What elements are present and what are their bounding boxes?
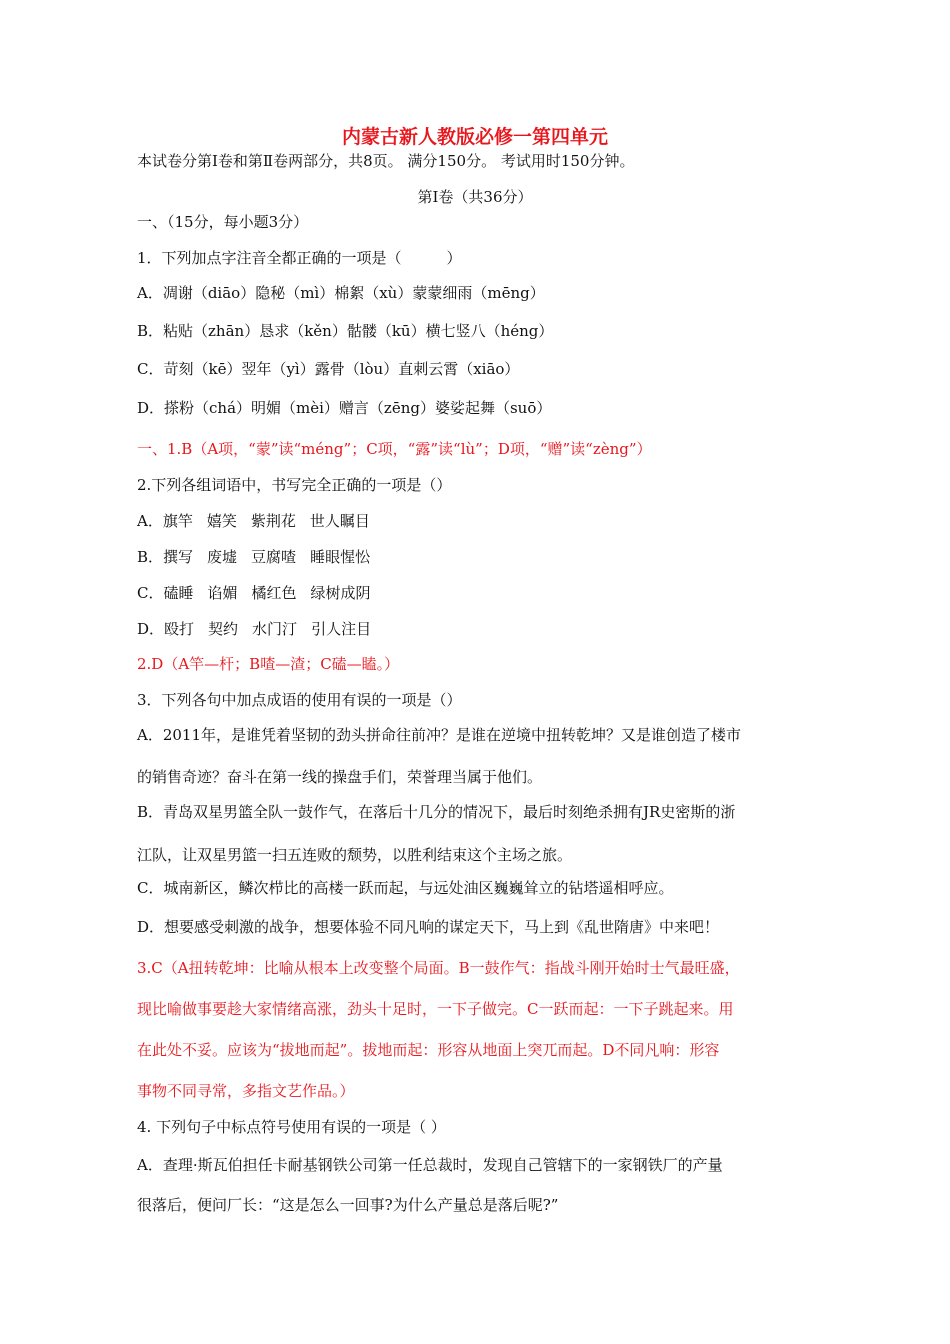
q3-answer-line2: 现比喻做事要趁大家情绪高涨，劲头十足时，一下子做完。C一跃而起：一下子跳起来。用 <box>137 1000 734 1018</box>
q1-option-a: A．凋谢（diāo）隐秘（mì）棉絮（xù）蒙蒙细雨（mēng） <box>137 284 545 302</box>
q1-option-d: D．搽粉（chá）明媚（mèi）赠言（zēng）婆娑起舞（suō） <box>137 399 552 417</box>
q3-answer-line1: 3.C（A扭转乾坤：比喻从根本上改变整个局面。B一鼓作气：指战斗刚开始时士气最旺盛， <box>137 959 740 977</box>
q3-option-a-line1: A．2011年，是谁凭着坚韧的劲头拼命往前冲？是谁在逆境中扭转乾坤？又是谁创造了楼市 <box>137 726 742 744</box>
doc-title: 内蒙古新人教版必修一第四单元 <box>341 126 608 148</box>
q3-stem: 3．下列各句中加点成语的使用有误的一项是（） <box>137 691 462 709</box>
q3-option-a-line2: 的销售奇迹？奋斗在第一线的操盘手们，荣誉理当属于他们。 <box>137 768 543 786</box>
part-heading: 一、（15分，每小题3分） <box>137 213 309 231</box>
q1-answer: 一、1.B（A项，“蒙”读“méng”；C项，“露”读“lù”；D项，“赠”读“zèng”） <box>137 440 652 458</box>
q2-option-c: C．磕睡 谄媚 橘红色 绿树成阴 <box>137 584 371 602</box>
q4-stem: 4. 下列句子中标点符号使用有误的一项是（ ） <box>137 1118 446 1136</box>
q3-option-b-line1: B．青岛双星男篮全队一鼓作气，在落后十几分的情况下，最后时刻绝杀拥有JR史密斯的浙 <box>137 803 736 821</box>
q1-option-b: B．粘贴（zhān）恳求（kěn）骷髅（kū）横七竖八（héng） <box>137 322 554 340</box>
q1-option-c: C．苛刻（kē）翌年（yì）露骨（lòu）直刺云霄（xiāo） <box>137 360 520 378</box>
q4-option-a-line1: A．查理·斯瓦伯担任卡耐基钢铁公司第一任总裁时，发现自己管辖下的一家钢铁厂的产量 <box>137 1156 723 1174</box>
q3-answer-line3: 在此处不妥。应该为“拔地而起”。拔地而起：形容从地面上突兀而起。D不同凡响：形容 <box>137 1041 720 1059</box>
q3-option-c: C．城南新区，鳞次栉比的高楼一跃而起，与远处油区巍巍耸立的钻塔遥相呼应。 <box>137 879 674 897</box>
q3-option-d: D．想要感受刺激的战争，想要体验不同凡响的谋定天下，马上到《乱世隋唐》中来吧！ <box>137 918 720 936</box>
section-heading: 第Ⅰ卷（共36分） <box>417 188 533 206</box>
q3-option-b-line2: 江队，让双星男篮一扫五连败的颓势，以胜利结束这个主场之旅。 <box>137 846 573 864</box>
q2-option-b: B．撰写 废墟 豆腐喳 睡眼惺忪 <box>137 548 371 566</box>
q1-stem: 1．下列加点字注音全都正确的一项是（ ） <box>137 249 462 267</box>
intro-text: 本试卷分第Ⅰ卷和第Ⅱ卷两部分，共8页。 满分150分。 考试用时150分钟。 <box>137 152 635 170</box>
q2-option-d: D．殴打 契约 水门汀 引人注目 <box>137 620 372 638</box>
q2-answer: 2.D（A竿—杆；B喳—渣；C磕—瞌。） <box>137 655 400 673</box>
q2-stem: 2.下列各组词语中，书写完全正确的一项是（） <box>137 476 452 494</box>
q3-answer-line4: 事物不同寻常，多指文艺作品。） <box>137 1082 355 1100</box>
q2-option-a: A．旗竿 嬉笑 紫荆花 世人瞩目 <box>137 512 370 530</box>
q4-option-a-line2: 很落后，便问厂长：“这是怎么一回事?为什么产量总是落后呢?” <box>137 1196 559 1214</box>
